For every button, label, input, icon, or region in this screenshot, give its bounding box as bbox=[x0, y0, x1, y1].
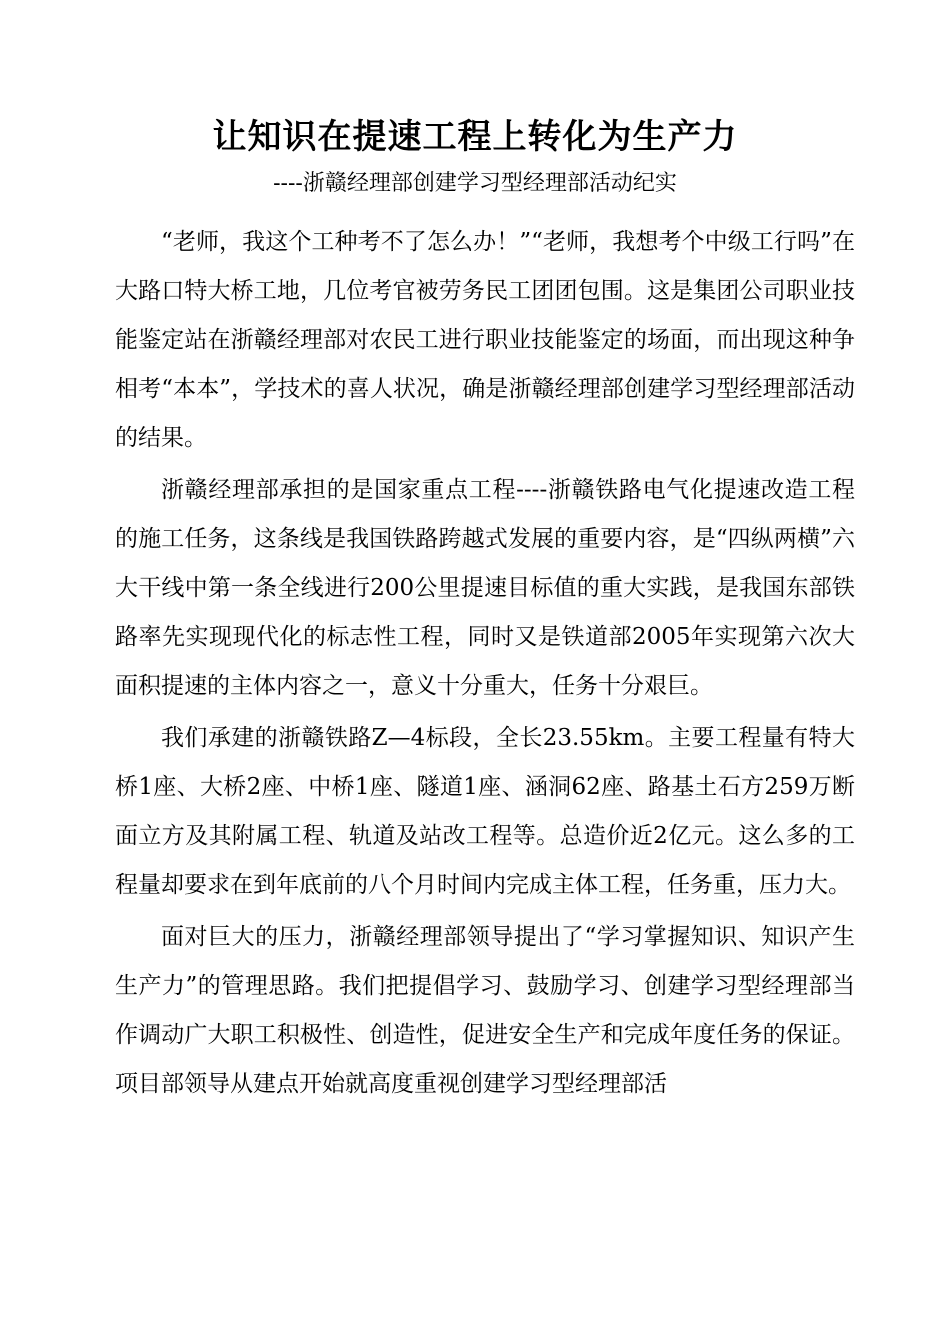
paragraph-2: 浙赣经理部承担的是国家重点工程----浙赣铁路电气化提速改造工程的施工任务，这条线是我国铁路跨越式发展的重要内容，是“四纵两横”六大干线中第一条全线进行200公里提速目标值的重大实践，是我国东部铁路率先实现现代化的标志性工程，同时又是铁道部2005年实现第六次大面积提速的主体内容之一，意义十分重大，任务十分艰巨。 bbox=[115, 477, 855, 699]
paragraph-1: “老师，我这个工种考不了怎么办！”“老师，我想考个中级工行吗”在大路口特大桥工地，几位考官被劳务民工团团包围。这是集团公司职业技能鉴定站在浙赣经理部对农民工进行职业技能鉴定的场面，而出现这种争相考“本本”，学技术的喜人状况，确是浙赣经理部创建学习型经理部活动的结果。 bbox=[115, 229, 855, 451]
document-title: 让知识在提速工程上转化为生产力 bbox=[212, 117, 738, 157]
paragraph-3: 我们承建的浙赣铁路Z—4标段，全长23.55km。主要工程量有特大桥1座、大桥2座、中桥1座、隧道1座、涵洞62座、路基土石方259万断面立方及其附属工程、轨道及站改工程等。总造价近2亿元。这么多的工程量却要求在到年底前的八个月时间内完成主体工程，任务重，压力大。 bbox=[115, 725, 855, 898]
document-body bbox=[115, 218, 855, 1112]
document-subtitle: ----浙赣经理部创建学习型经理部活动纪实 bbox=[273, 171, 677, 196]
paragraph-4: 面对巨大的压力，浙赣经理部领导提出了“学习掌握知识、知识产生生产力”的管理思路。我们把提倡学习、鼓励学习、创建学习型经理部当作调动广大职工积极性、创造性，促进安全生产和完成年度任务的保证。项目部领导从建点开始就高度重视创建学习型经理部活 bbox=[115, 924, 855, 1097]
